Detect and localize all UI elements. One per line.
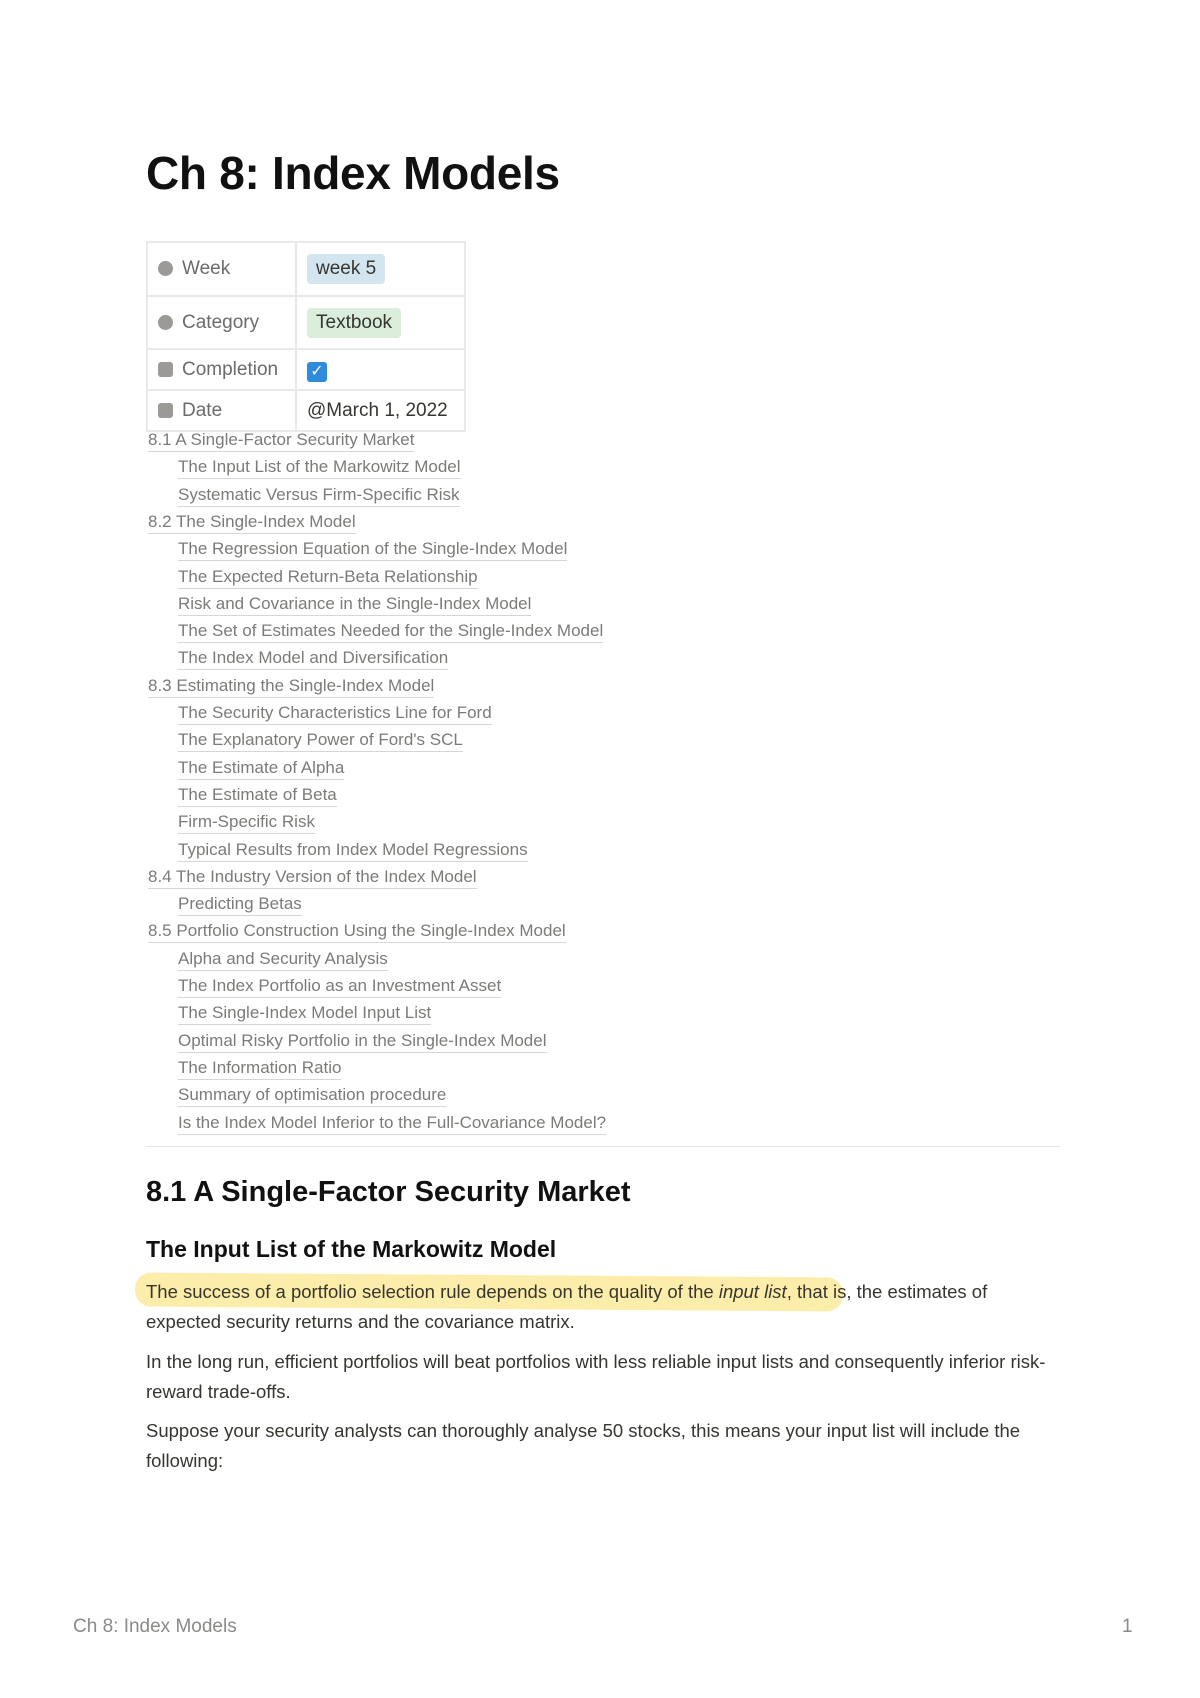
toc-subsection-link[interactable]: The Index Model and Diversification: [178, 648, 448, 670]
property-row-date: [147, 390, 465, 431]
property-value[interactable]: [296, 349, 465, 390]
toc-subsection-link[interactable]: Firm-Specific Risk: [178, 812, 315, 834]
property-key: Completion: [147, 349, 296, 390]
page-title: Ch 8: Index Models: [146, 147, 560, 199]
toc-section-link[interactable]: 8.1 A Single-Factor Security Market: [148, 430, 414, 452]
calendar-icon: [158, 403, 173, 418]
toc-subsection-link[interactable]: The Estimate of Beta: [178, 785, 337, 807]
subsection-heading: The Input List of the Markowitz Model: [146, 1236, 557, 1262]
section-heading: 8.1 A Single-Factor Security Market: [146, 1176, 631, 1208]
property-key: Date: [147, 390, 296, 431]
paragraph-1: The success of a portfolio selection rule depends on the quality of the input list, that is, the estimates of expected security returns and the covariance matrix.: [146, 1281, 988, 1332]
property-row-category: [147, 296, 465, 349]
completion-checkbox[interactable]: ✓: [307, 362, 327, 382]
property-key: Category: [147, 296, 296, 349]
toc-subsection-link[interactable]: The Single-Index Model Input List: [178, 1003, 431, 1025]
date-value[interactable]: @March 1, 2022: [307, 399, 448, 421]
property-value[interactable]: [296, 390, 465, 431]
property-key: Week: [147, 242, 296, 296]
toc-subsection-link[interactable]: Typical Results from Index Model Regressions: [178, 840, 528, 862]
footer-title: Ch 8: Index Models: [73, 1616, 237, 1637]
toc-subsection-link[interactable]: The Regression Equation of the Single-Index Model: [178, 539, 567, 561]
toc-section-link[interactable]: 8.2 The Single-Index Model: [148, 512, 356, 534]
toc-section-link[interactable]: 8.4 The Industry Version of the Index Model: [148, 867, 477, 889]
toc-subsection-link[interactable]: Is the Index Model Inferior to the Full-Covariance Model?: [178, 1113, 606, 1135]
toc-subsection-link[interactable]: The Explanatory Power of Ford's SCL: [178, 730, 463, 752]
properties-table: [146, 241, 466, 432]
toc-subsection-link[interactable]: Alpha and Security Analysis: [178, 949, 388, 971]
toc-subsection-link[interactable]: Optimal Risky Portfolio in the Single-Index Model: [178, 1031, 547, 1053]
week-tag[interactable]: week 5: [307, 254, 385, 284]
property-value[interactable]: [296, 296, 465, 349]
highlighted-text: The success of a portfolio selection rule depends on the quality of the input list,: [146, 1281, 792, 1302]
property-row-week: [147, 242, 465, 296]
toc-section-link[interactable]: 8.3 Estimating the Single-Index Model: [148, 676, 434, 698]
toc-subsection-link[interactable]: The Estimate of Alpha: [178, 758, 344, 780]
toc-subsection-link[interactable]: Summary of optimisation procedure: [178, 1085, 446, 1107]
toc-subsection-link[interactable]: The Input List of the Markowitz Model: [178, 457, 461, 479]
divider: [146, 1146, 1060, 1147]
toc-section-link[interactable]: 8.5 Portfolio Construction Using the Single-Index Model: [148, 921, 566, 943]
toc-subsection-link[interactable]: The Security Characteristics Line for Ford: [178, 703, 492, 725]
select-icon: [158, 315, 173, 330]
checkbox-icon: [158, 362, 173, 377]
toc-subsection-link[interactable]: The Information Ratio: [178, 1058, 341, 1080]
category-tag[interactable]: Textbook: [307, 308, 401, 338]
toc-subsection-link[interactable]: Systematic Versus Firm-Specific Risk: [178, 485, 460, 507]
toc-subsection-link[interactable]: The Index Portfolio as an Investment Asset: [178, 976, 501, 998]
toc-subsection-link[interactable]: Risk and Covariance in the Single-Index Model: [178, 594, 531, 616]
paragraph-2: In the long run, efficient portfolios will beat portfolios with less reliable input lists and consequently inferior risk-reward trade-offs.: [146, 1351, 1046, 1402]
paragraph-3: Suppose your security analysts can thoroughly analyse 50 stocks, this means your input list will include the following:: [146, 1420, 1021, 1471]
page-number: 1: [1122, 1616, 1133, 1637]
toc-subsection-link[interactable]: The Set of Estimates Needed for the Single-Index Model: [178, 621, 603, 643]
select-icon: [158, 261, 173, 276]
toc-subsection-link[interactable]: Predicting Betas: [178, 894, 302, 916]
property-row-completion: [147, 349, 465, 390]
toc-subsection-link[interactable]: The Expected Return-Beta Relationship: [178, 567, 478, 589]
property-value[interactable]: [296, 242, 465, 296]
